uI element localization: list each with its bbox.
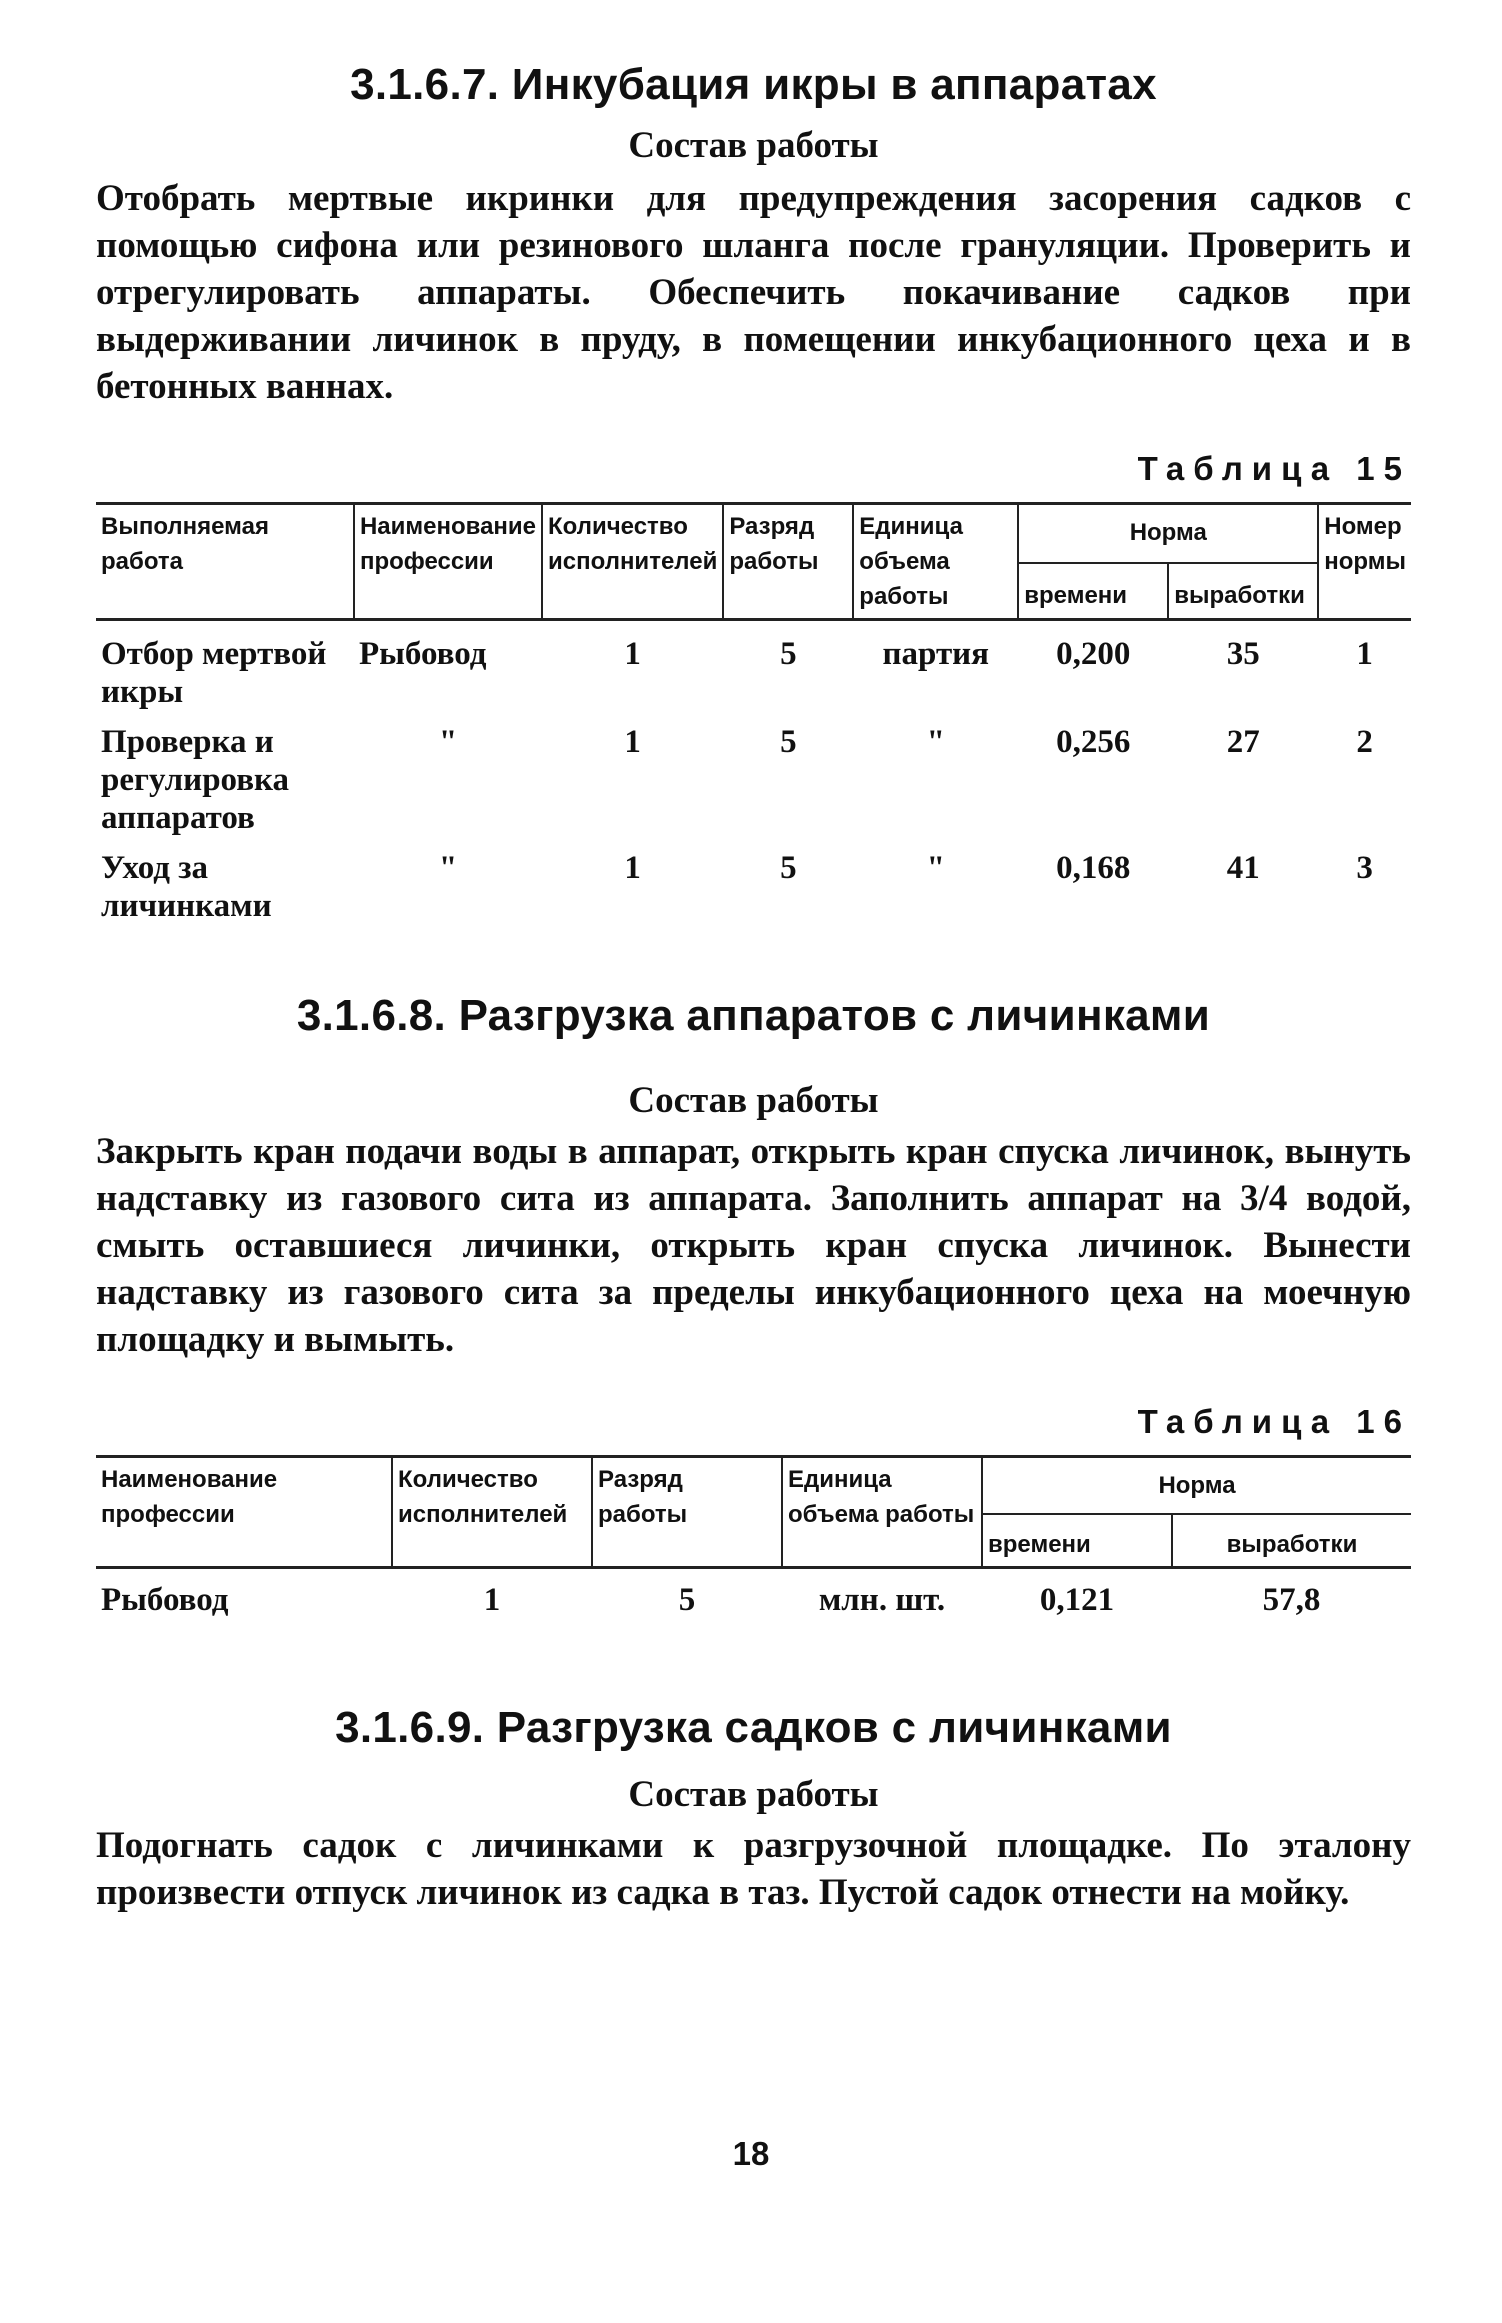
header-unit: Единица объема работы xyxy=(853,504,1018,620)
section-heading-3-1-6-7: 3.1.6.7. Инкубация икры в аппаратах xyxy=(350,60,1157,109)
header-time: времени xyxy=(1018,563,1168,620)
table-15 xyxy=(96,502,1411,931)
header-norm: Норма xyxy=(982,1457,1411,1515)
header-grade: Разряд работы xyxy=(723,504,853,620)
header-time: времени xyxy=(982,1514,1172,1568)
header-output: выработки xyxy=(1172,1514,1411,1568)
table-row: Проверка и регулировка аппаратов " 1 5 " 0,256 27 2 xyxy=(101,724,1373,836)
page-content xyxy=(96,60,1411,1916)
header-count: Количество исполнителей xyxy=(392,1457,592,1568)
table-16-label: Таблица 16 xyxy=(1137,1403,1411,1440)
section-subheading: Состав работы xyxy=(628,1774,879,1815)
section-text: Подогнать садок с личинками к разгрузочной площадке. По эталону произвести отпуск личинок из садка в таз. Пустой садок отнести на мойку. xyxy=(96,1825,1411,1913)
table-row: Рыбовод 1 5 млн. шт. 0,121 57,8 xyxy=(101,1582,1321,1618)
header-number: Номер нормы xyxy=(1318,504,1411,620)
table-16 xyxy=(96,1455,1411,1625)
header-output: выработки xyxy=(1168,563,1318,620)
header-unit: Единица объема работы xyxy=(782,1457,982,1568)
section-subheading: Состав работы xyxy=(628,1080,879,1121)
section-subheading: Состав работы xyxy=(628,125,879,166)
header-profession: Наименование профессии xyxy=(96,1457,392,1568)
section-heading-3-1-6-9: 3.1.6.9. Разгрузка садков с личинками xyxy=(335,1703,1172,1752)
table-15-label: Таблица 15 xyxy=(1137,450,1411,487)
page-number: 18 xyxy=(732,2135,770,2172)
section-text: Отобрать мертвые икринки для предупреждения засорения садков с помощью сифона или резинового шланга после грануляции. Проверить и отрегулировать аппараты. Обеспечить покачивание садков при выдерживании личинок в пруду, в помещении инкубационного цеха и в бетонных ваннах. xyxy=(96,178,1411,407)
header-grade: Разряд работы xyxy=(592,1457,782,1568)
table-row: Отбор мертвой икры Рыбовод 1 5 партия 0,200 35 1 xyxy=(101,636,1373,710)
table-row: Уход за личинками " 1 5 " 0,168 41 3 xyxy=(101,850,1373,924)
header-norm: Норма xyxy=(1018,504,1318,563)
section-text: Закрыть кран подачи воды в аппарат, открыть кран спуска личинок, вынуть надставку из газового сита из аппарата. Заполнить аппарат на 3/4 водой, смыть оставшиеся личинки, открыть кран спуска личинок. Вынести надставку из газового сита за пределы инкубационного цеха на моечную площадку и вымыть. xyxy=(96,1131,1411,1360)
section-heading-3-1-6-8: 3.1.6.8. Разгрузка аппаратов с личинками xyxy=(296,991,1211,1040)
header-profession: Наименование профессии xyxy=(354,504,542,620)
header-work: Выполняемая работа xyxy=(96,504,354,620)
header-count: Количество исполнителей xyxy=(542,504,723,620)
